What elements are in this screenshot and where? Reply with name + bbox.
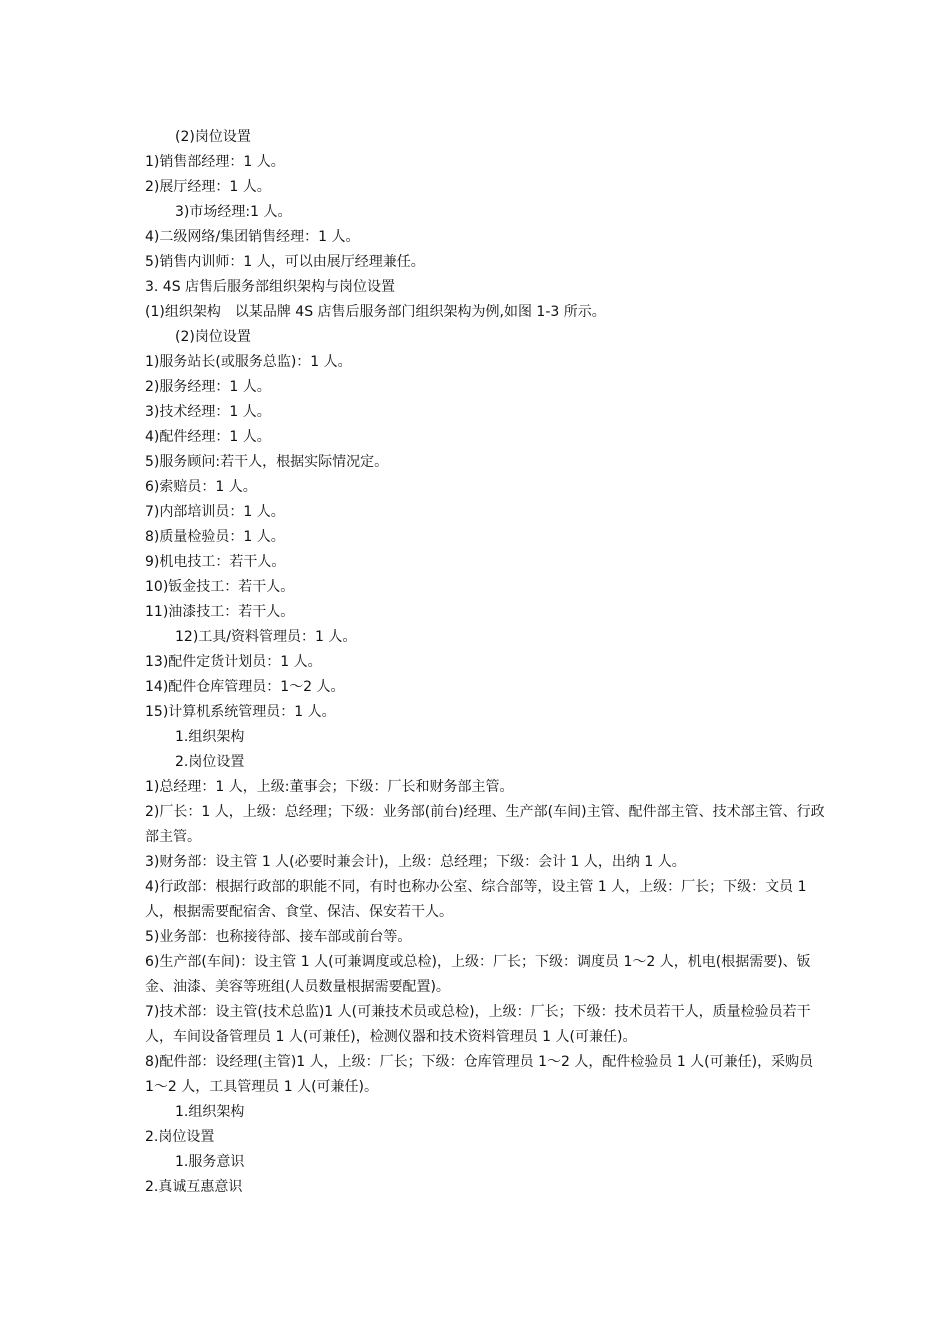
paragraph-11: 2)服务经理：1 人。 <box>145 379 271 395</box>
paragraph-33: 7)技术部：设主管(技术总监)1 人(可兼技术员或总检)，上级：厂长；下级：技术员若干人，质量检验员若干人，车间设备管理员 1 人(可兼任)，检测仪器和技术资料管理员 1 人(可兼任)。 <box>145 1004 811 1045</box>
paragraph-9: (2)岗位设置 <box>175 329 251 345</box>
paragraph-30: 4)行政部：根据行政部的职能不同，有时也称办公室、综合部等，设主管 1 人，上级：厂长；下级：文员 1 人，根据需要配宿舍、食堂、保洁、保安若干人。 <box>145 879 807 920</box>
paragraph-10: 1)服务站长(或服务总监)：1 人。 <box>145 354 352 370</box>
paragraph-25: 1.组织架构 <box>175 729 245 745</box>
paragraph-22: 13)配件定货计划员：1 人。 <box>145 654 322 670</box>
paragraph-14: 5)服务顾问:若干人，根据实际情况定。 <box>145 454 389 470</box>
paragraph-3: 2)展厅经理：1 人。 <box>145 179 271 195</box>
paragraph-18: 9)机电技工：若干人。 <box>145 554 286 570</box>
paragraph-2: 1)销售部经理：1 人。 <box>145 154 285 170</box>
paragraph-13: 4)配件经理：1 人。 <box>145 429 271 445</box>
paragraph-17: 8)质量检验员：1 人。 <box>145 529 285 545</box>
paragraph-23: 14)配件仓库管理员：1～2 人。 <box>145 679 345 695</box>
paragraph-24: 15)计算机系统管理员：1 人。 <box>145 704 336 720</box>
paragraph-4: 3)市场经理:1 人。 <box>175 204 292 220</box>
paragraph-20: 11)油漆技工：若干人。 <box>145 604 295 620</box>
paragraph-38: 2.真诚互惠意识 <box>145 1179 243 1195</box>
paragraph-36: 2.岗位设置 <box>145 1129 215 1145</box>
paragraph-12: 3)技术经理：1 人。 <box>145 404 271 420</box>
paragraph-31: 5)业务部：也称接待部、接车部或前台等。 <box>145 929 412 945</box>
paragraph-34: 8)配件部：设经理(主管)1 人，上级：厂长；下级：仓库管理员 1～2 人，配件检验员 1 人(可兼任)，采购员 1～2 人，工具管理员 1 人(可兼任)。 <box>145 1054 814 1095</box>
paragraph-37: 1.服务意识 <box>175 1154 245 1170</box>
paragraph-32: 6)生产部(车间)：设主管 1 人(可兼调度或总检)，上级：厂长；下级：调度员 1～2 人，机电(根据需要)、钣金、油漆、美容等班组(人员数量根据需要配置)。 <box>145 954 811 995</box>
paragraph-8: (1)组织架构 以某品牌 4S 店售后服务部门组织架构为例,如图 1-3 所示。 <box>145 304 606 320</box>
paragraph-26: 2.岗位设置 <box>175 754 245 770</box>
paragraph-5: 4)二级网络/集团销售经理：1 人。 <box>145 229 360 245</box>
paragraph-35: 1.组织架构 <box>175 1104 245 1120</box>
paragraph-29: 3)财务部：设主管 1 人(必要时兼会计)，上级：总经理；下级：会计 1 人，出纳 1 人。 <box>145 854 686 870</box>
paragraph-27: 1)总经理：1 人，上级:董事会；下级：厂长和财务部主管。 <box>145 779 514 795</box>
paragraph-21: 12)工具/资料管理员：1 人。 <box>175 629 357 645</box>
document-body <box>145 125 825 1200</box>
paragraph-16: 7)内部培训员：1 人。 <box>145 504 285 520</box>
paragraph-6: 5)销售内训师：1 人，可以由展厅经理兼任。 <box>145 254 425 270</box>
section-heading-after-sales: 3. 4S 店售后服务部组织架构与岗位设置 <box>145 279 396 295</box>
paragraph-1: (2)岗位设置 <box>175 129 251 145</box>
paragraph-19: 10)钣金技工：若干人。 <box>145 579 295 595</box>
paragraph-15: 6)索赔员：1 人。 <box>145 479 257 495</box>
paragraph-28: 2)厂长：1 人，上级：总经理；下级：业务部(前台)经理、生产部(车间)主管、配件部主管、技术部主管、行政部主管。 <box>145 804 825 845</box>
